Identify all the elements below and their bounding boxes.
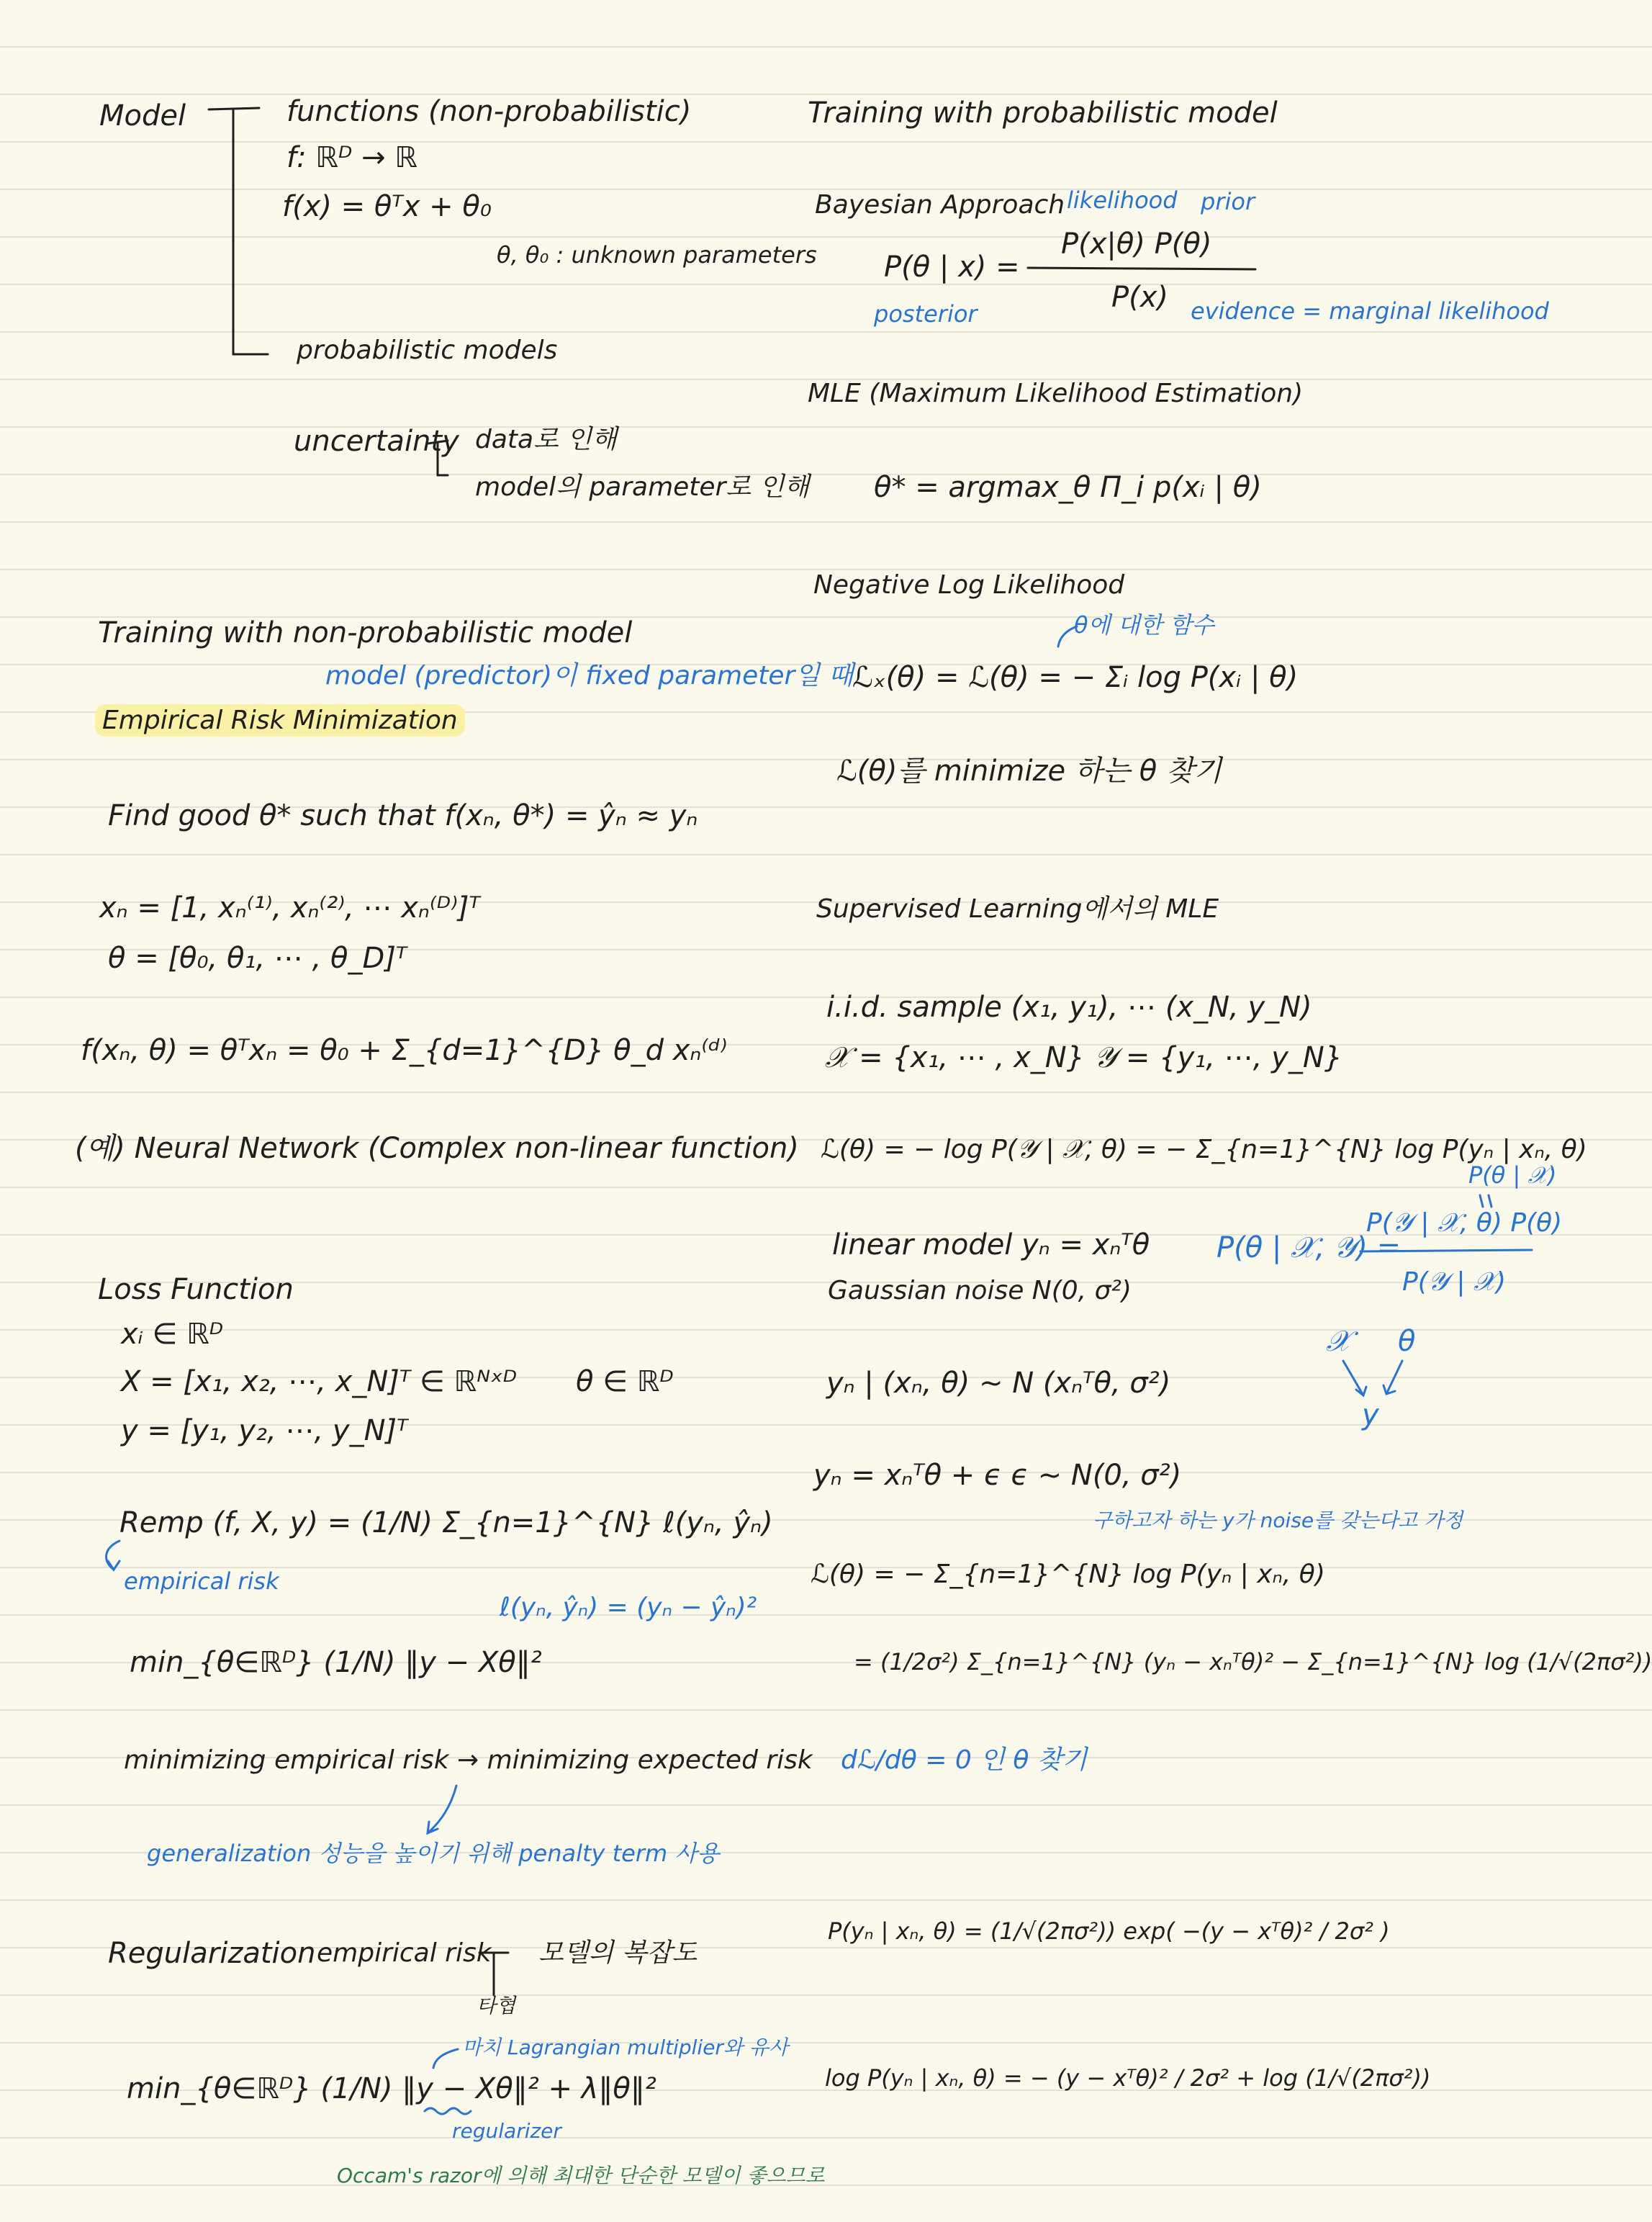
regularizer-squiggle (425, 2108, 471, 2114)
iid-samples: i.i.d. sample (x₁, y₁), ⋯ (x_N, y_N) (826, 991, 1312, 1024)
y-vector: y = [y₁, y₂, ⋯, y_N]ᵀ (121, 1414, 408, 1447)
generalization-arrow (428, 1786, 456, 1833)
reg-min-objective: min_{θ∈ℝᴰ} (1/N) ‖y − Xθ‖² + λ‖θ‖² (127, 2072, 656, 2105)
min-objective: min_{θ∈ℝᴰ} (1/N) ‖y − Xθ‖² (130, 1646, 542, 1679)
loss-function-heading: Loss Function (98, 1273, 294, 1306)
uncertainty-model: model의 parameter로 인해 (475, 472, 810, 502)
occam-note: Occam's razor에 의해 최대한 단순한 모델이 좋으므로 (337, 2164, 825, 2187)
evidence-label: evidence = marginal likelihood (1191, 297, 1549, 325)
linear-model: linear model yₙ = xₙᵀθ (832, 1228, 1150, 1261)
minimize-statement: ℒ(θ)를 minimize 하는 θ 찾기 (836, 755, 1222, 788)
minimizing-chain: minimizing empirical risk → minimizing expected risk (124, 1745, 813, 1775)
theta-space: θ ∈ ℝᴰ (576, 1365, 674, 1398)
empirical-risk-note: empirical risk (124, 1567, 279, 1595)
graph-arrow-x (1343, 1361, 1366, 1395)
erm-heading: Empirical Risk Minimization (95, 704, 465, 737)
uncertainty-label: uncertainty (294, 425, 459, 458)
posterior-denominator: P(x) (1111, 281, 1169, 314)
generalization-note: generalization 성능을 높이기 위해 penalty term 사용 (147, 1840, 720, 1867)
graph-arrow-theta (1384, 1361, 1402, 1394)
lagrange-note: 마치 Lagrangian multiplier와 유사 (462, 2036, 788, 2059)
functions-label: functions (non-probabilistic) (286, 95, 692, 128)
prior-label: prior (1201, 188, 1255, 215)
reg-model-complexity: 모델의 복잡도 (538, 1938, 698, 1968)
argmax-equation: θ* = argmax_θ Π_i p(xᵢ | θ) (874, 471, 1262, 504)
bayes-side-top: P(θ | 𝒳) (1468, 1161, 1557, 1189)
sample-sets: 𝒳 = {x₁, ⋯ , x_N} 𝒴 = {y₁, ⋯, y_N} (825, 1041, 1343, 1074)
bayesian-approach-heading: Bayesian Approach (815, 190, 1065, 220)
training-nonprob-note: model (predictor)이 fixed parameter일 때 (325, 661, 854, 691)
empirical-risk-arrow (107, 1541, 119, 1570)
supervised-loss-equation: ℒ(θ) = − log P(𝒴 | 𝒳, θ) = − Σ_{n=1}^{N} log P(yₙ | xₙ, θ) (821, 1135, 1587, 1164)
regularization-heading: Regularization (108, 1937, 316, 1970)
yn-noise-equation: yₙ = xₙᵀθ + ϵ ϵ ~ N(0, σ²) (813, 1459, 1182, 1492)
training-nonprob-title: Training with non-probabilistic model (98, 616, 633, 649)
gaussian-noise: Gaussian noise N(0, σ²) (828, 1276, 1132, 1305)
xn-definition: xₙ = [1, xₙ⁽¹⁾, xₙ⁽²⁾, ⋯ xₙ⁽ᴰ⁾]ᵀ (99, 891, 480, 925)
mle-heading: MLE (Maximum Likelihood Estimation) (808, 379, 1304, 408)
nll-equation: ℒₓ(θ) = ℒ(θ) = − Σᵢ log P(xᵢ | θ) (852, 661, 1299, 694)
neural-network-example: (예) Neural Network (Complex non-linear function) (75, 1132, 799, 1165)
lagrange-arrow (433, 2049, 458, 2068)
f-sum-equation: f(xₙ, θ) = θᵀxₙ = θ₀ + Σ_{d=1}^{D} θ_d xₙ⁽ᵈ⁾ (81, 1034, 728, 1067)
log-gaussian-pdf: log P(yₙ | xₙ, θ) = − (y − xᵀθ)² / 2σ² + log (1/√(2πσ²)) (825, 2064, 1431, 2092)
graph-node-y: y (1362, 1398, 1379, 1431)
xi-definition: xᵢ ∈ ℝᴰ (121, 1318, 224, 1351)
reg-empirical-risk: empirical risk (317, 1938, 492, 1968)
uncertainty-data: data로 인해 (475, 425, 617, 454)
graph-node-x: 𝒳 (1326, 1325, 1351, 1358)
gaussian-pdf: P(yₙ | xₙ, θ) = (1/√(2πσ²)) exp( −(y − xᵀθ)² / 2σ² ) (828, 1917, 1390, 1945)
find-theta-statement: Find good θ* such that f(xₙ, θ*) = ŷₙ ≈ yₙ (108, 799, 698, 832)
posterior-label: posterior (874, 300, 978, 328)
regularizer-note: regularizer (452, 2119, 561, 2143)
supervised-mle-heading: Supervised Learning에서의 MLE (816, 894, 1219, 924)
probabilistic-models-label: probabilistic models (297, 336, 558, 365)
parameters-note: θ, θ₀ : unknown parameters (497, 241, 817, 269)
f-mapping: f: ℝᴰ → ℝ (286, 141, 417, 174)
bayes-side-numerator: P(𝒴 | 𝒳, θ) P(θ) (1366, 1208, 1563, 1238)
bayes-side-equality-mark (1480, 1195, 1491, 1207)
posterior-fraction-bar (1028, 268, 1255, 269)
bayes-side-lhs: P(θ | 𝒳, 𝒴) = (1217, 1231, 1402, 1264)
model-bracket-top (209, 108, 259, 109)
x-matrix: X = [x₁, x₂, ⋯, x_N]ᵀ ∈ ℝᴺˣᴰ (121, 1365, 518, 1398)
squared-loss: ℓ(yₙ, ŷₙ) = (yₙ − ŷₙ)² (500, 1593, 757, 1622)
training-prob-title: Training with probabilistic model (808, 96, 1278, 130)
graph-node-theta: θ (1398, 1325, 1416, 1358)
reg-tradeoff: 타협 (477, 1994, 516, 2018)
likelihood-label: likelihood (1067, 186, 1178, 214)
derivative-zero-note: dℒ/dθ = 0 인 θ 찾기 (841, 1745, 1088, 1775)
theta-function-note: θ에 대한 함수 (1074, 611, 1214, 639)
model-heading: Model (99, 99, 186, 132)
bayes-side-denominator: P(𝒴 | 𝒳) (1402, 1267, 1506, 1297)
noise-assumption-note: 구하고자 하는 y가 noise를 갖는다고 가정 (1093, 1508, 1463, 1532)
posterior-numerator: P(x|θ) P(θ) (1061, 228, 1212, 261)
loss-sum-equation: ℒ(θ) = − Σ_{n=1}^{N} log P(yₙ | xₙ, θ) (811, 1560, 1325, 1589)
posterior-lhs: P(θ | x) = (884, 251, 1020, 284)
remp-equation: Remp (f, X, y) = (1/N) Σ_{n=1}^{N} ℓ(yₙ, ŷₙ) (119, 1506, 773, 1539)
nll-heading: Negative Log Likelihood (813, 570, 1125, 600)
theta-definition: θ = [θ₀, θ₁, ⋯ , θ_D]ᵀ (108, 942, 407, 975)
loss-expanded: = (1/2σ²) Σ_{n=1}^{N} (yₙ − xₙᵀθ)² − Σ_{n=1}^{N} log (1/√(2πσ²)) (854, 1648, 1652, 1676)
f-definition: f(x) = θᵀx + θ₀ (282, 190, 492, 223)
yn-distribution: yₙ | (xₙ, θ) ~ N (xₙᵀθ, σ²) (826, 1367, 1171, 1400)
